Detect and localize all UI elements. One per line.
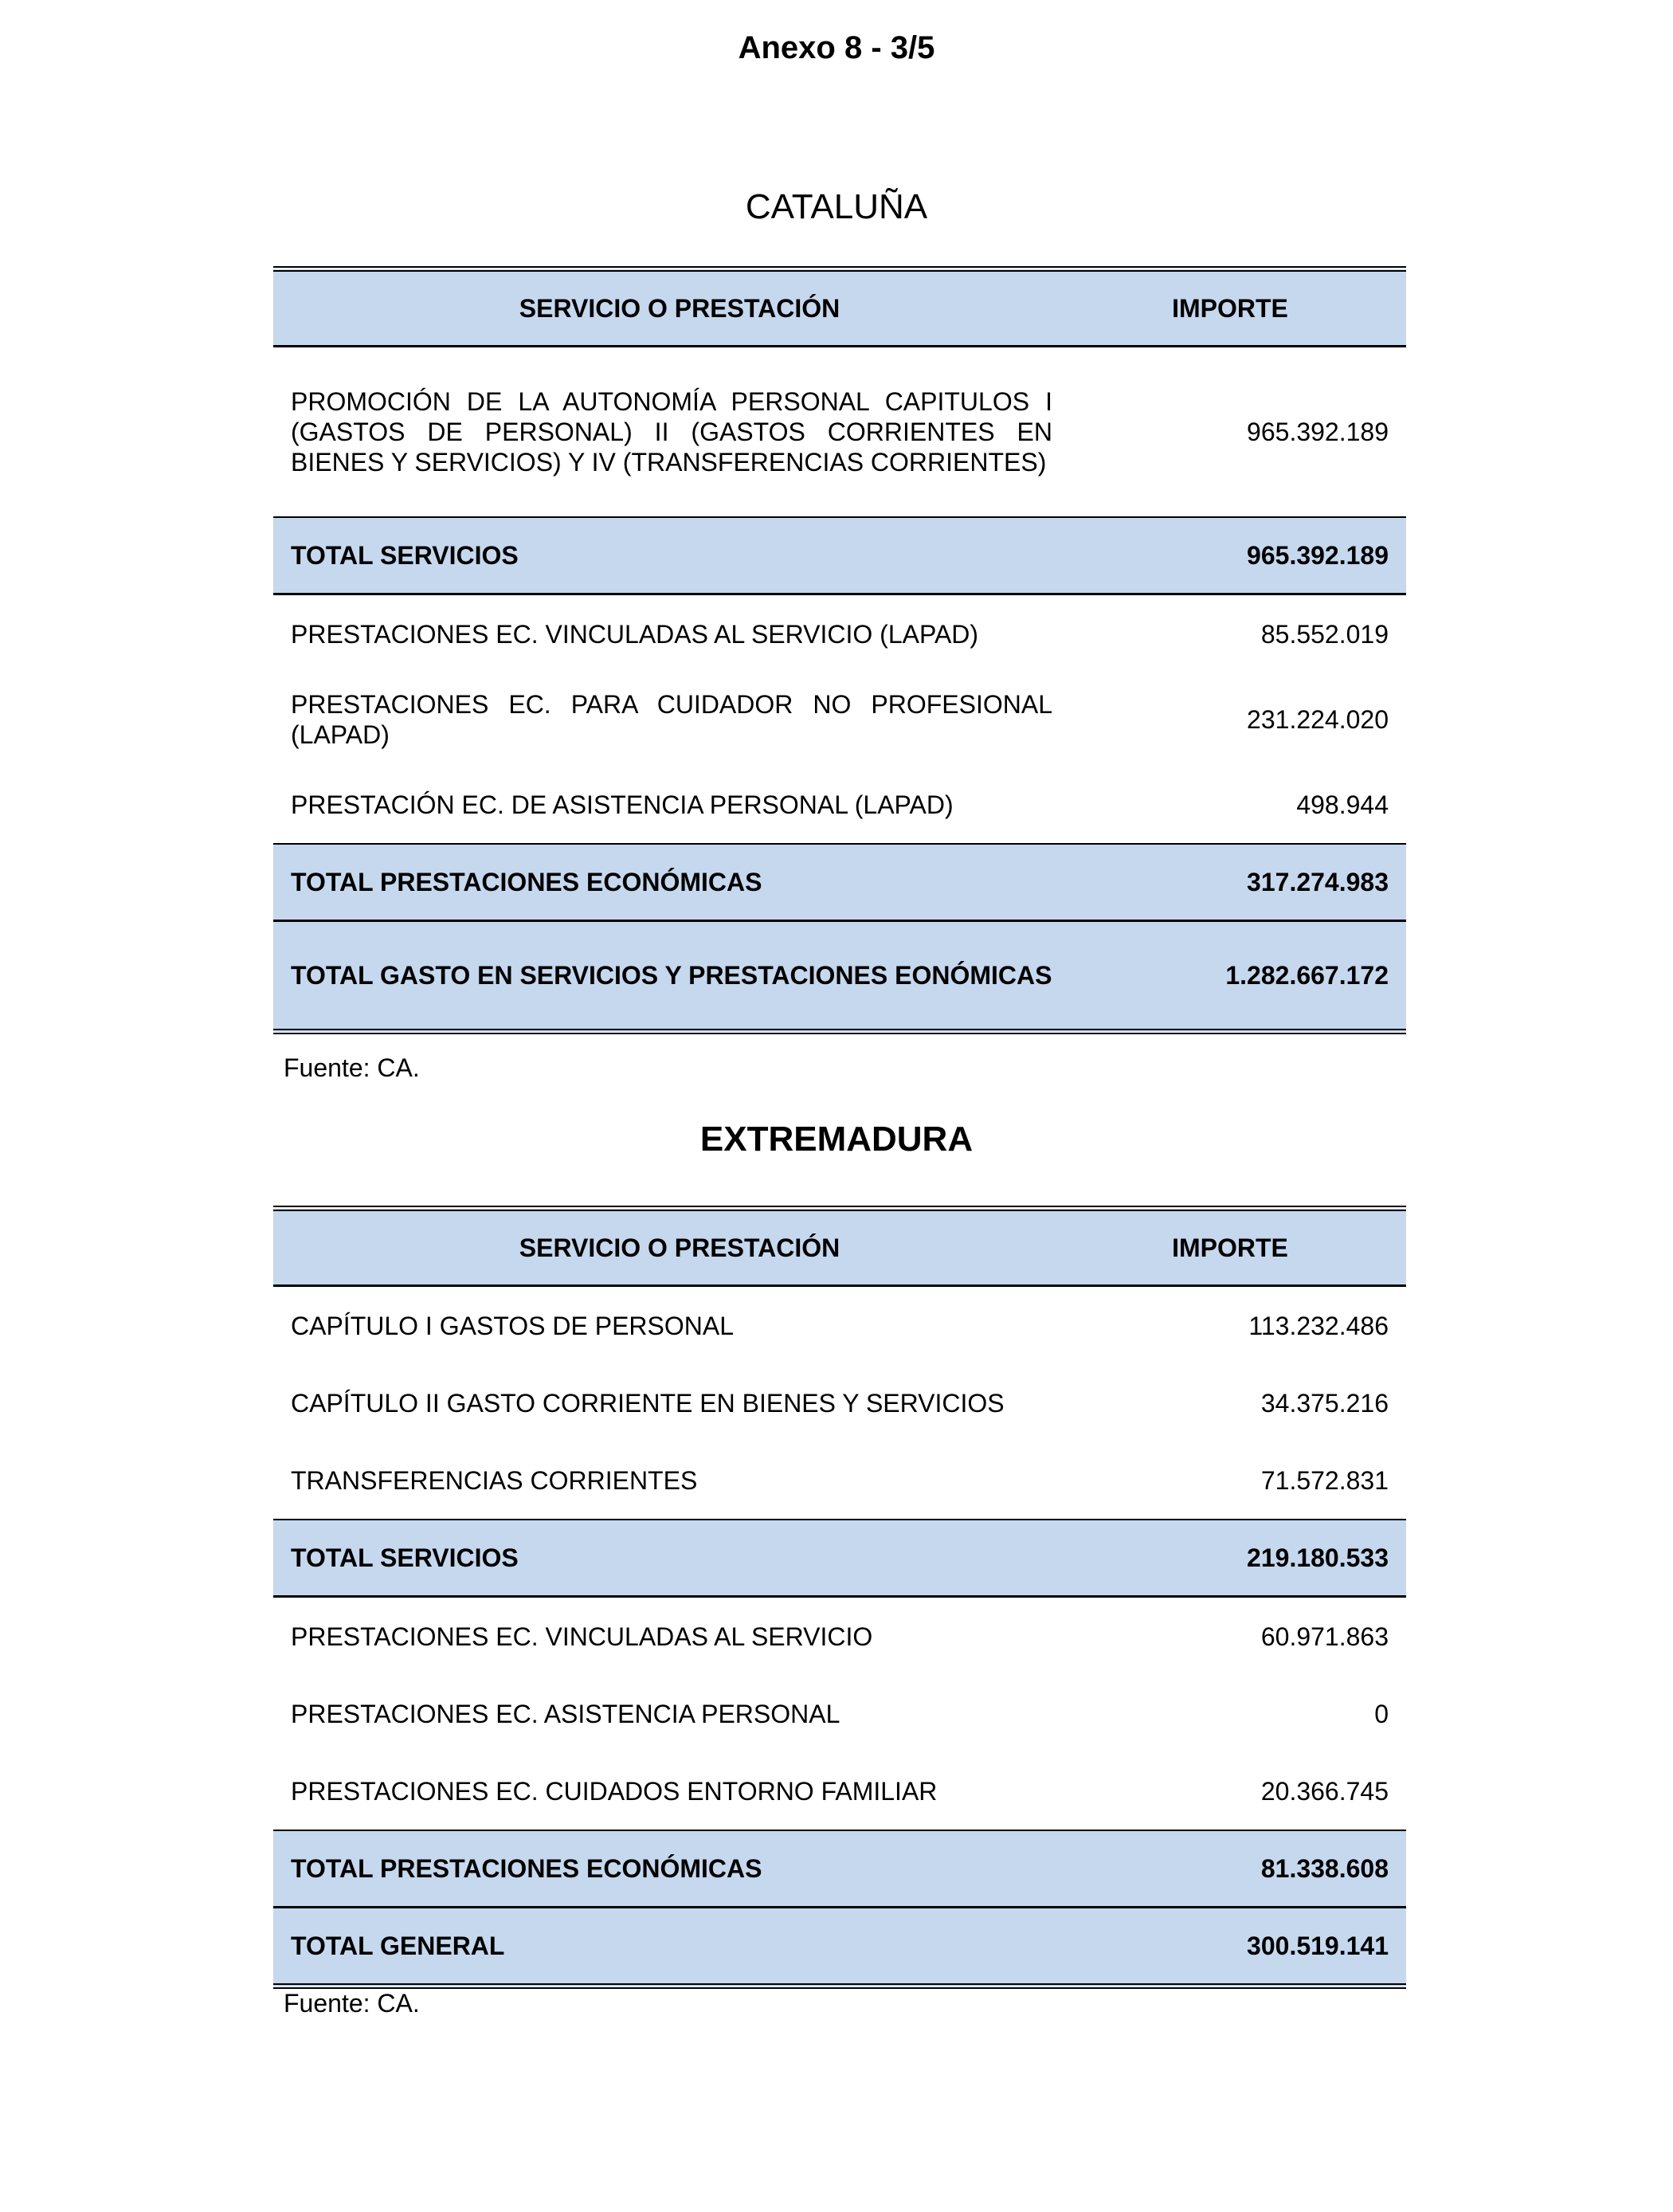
row-amount: 81.338.608 [1070,1830,1406,1908]
table-row [273,1597,1406,1676]
table-header-row [273,269,1406,347]
row-service: CAPÍTULO II GASTO CORRIENTE EN BIENES Y SERVICIOS [291,1388,1005,1418]
source-note-cataluna: Fuente: CA. [284,1053,420,1082]
table-row [273,1752,1406,1830]
subtotal-row-benefits [273,1830,1406,1908]
subtotal-row-services [273,1520,1406,1597]
row-service: TOTAL PRESTACIONES ECONÓMICAS [273,1830,1070,1908]
region-title-extremadura: EXTREMADURA [699,1120,974,1159]
row-service: TOTAL SERVICIOS [273,517,1070,594]
table-row [273,1441,1406,1520]
column-header-service: SERVICIO O PRESTACIÓN [273,1209,1070,1286]
row-amount: 113.232.486 [1248,1311,1389,1340]
expense-table-cataluna [273,266,1406,1034]
row-amount: 965.392.189 [1247,418,1389,446]
table-row [273,673,1406,766]
table-row [273,766,1406,844]
row-amount: 219.180.533 [1070,1520,1406,1597]
row-amount: 231.224.020 [1247,704,1389,734]
row-service: TOTAL GASTO EN SERVICIOS Y PRESTACIONES EONÓMICAS [273,921,1070,1032]
grand-total-row [273,1908,1406,1986]
row-service: PRESTACIONES EC. PARA CUIDADOR NO PROFESIONAL (LAPAD) [291,689,1052,749]
column-header-amount: IMPORTE [1070,269,1406,347]
column-header-service: SERVICIO O PRESTACIÓN [273,269,1070,347]
table-header-row [273,1209,1406,1286]
row-amount: 34.375.216 [1260,1388,1389,1418]
row-service: PRESTACIONES EC. CUIDADOS ENTORNO FAMILIAR [291,1776,938,1806]
row-service: TOTAL PRESTACIONES ECONÓMICAS [273,844,1070,921]
row-service: TOTAL GENERAL [273,1908,1070,1986]
annex-title: Anexo 8 - 3/5 [738,30,935,65]
row-service: TOTAL SERVICIOS [273,1520,1070,1597]
row-service: PRESTACIÓN EC. DE ASISTENCIA PERSONAL (LAPAD) [291,790,954,819]
subtotal-row-benefits [273,844,1406,921]
expense-table-extremadura [273,1206,1406,1989]
row-amount: 1.282.667.172 [1070,921,1406,1032]
row-service: PRESTACIONES EC. VINCULADAS AL SERVICIO [291,1622,873,1651]
source-note-extremadura: Fuente: CA. [284,1989,420,2018]
row-service: PRESTACIONES EC. VINCULADAS AL SERVICIO (LAPAD) [291,619,979,649]
row-amount: 85.552.019 [1260,619,1389,649]
row-amount: 0 [1374,1699,1389,1728]
row-amount: 317.274.983 [1070,844,1406,921]
table-row [273,1675,1406,1752]
table-row [273,347,1406,518]
subtotal-row-services [273,517,1406,594]
table-row [273,1364,1406,1441]
row-amount: 71.572.831 [1260,1465,1389,1495]
row-amount: 300.519.141 [1070,1908,1406,1986]
row-service: CAPÍTULO I GASTOS DE PERSONAL [291,1311,734,1340]
column-header-amount: IMPORTE [1070,1209,1406,1286]
row-service: PRESTACIONES EC. ASISTENCIA PERSONAL [291,1699,840,1728]
row-service: PROMOCIÓN DE LA AUTONOMÍA PERSONAL CAPITULOS I (GASTOS DE PERSONAL) II (GASTOS CORRIENTES EN BIENES Y SERVICIOS) Y IV (TRANSFERENCIAS CORRIENTES) [291,387,1052,477]
row-amount: 60.971.863 [1260,1622,1389,1651]
table-row [273,594,1406,673]
table-row [273,1286,1406,1365]
row-amount: 498.944 [1296,790,1389,819]
row-amount: 20.366.745 [1260,1776,1389,1806]
region-title-cataluna: CATALUÑA [745,187,928,226]
grand-total-row [273,921,1406,1032]
row-service: TRANSFERENCIAS CORRIENTES [291,1465,698,1495]
row-amount: 965.392.189 [1070,517,1406,594]
